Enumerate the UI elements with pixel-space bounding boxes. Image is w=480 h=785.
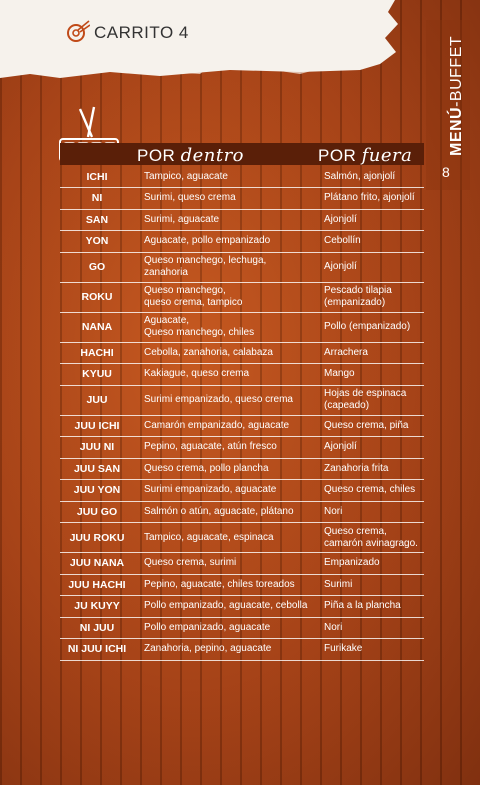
roll-inside: Surimi, aguacate bbox=[134, 209, 318, 231]
menu-row bbox=[60, 480, 424, 502]
roll-outside: Piña a la plancha bbox=[318, 596, 424, 618]
roll-name: ICHI bbox=[60, 166, 134, 188]
roll-name: NI JUU ICHI bbox=[60, 639, 134, 661]
page-title: CARRITO 4 bbox=[94, 23, 189, 42]
roll-name: JUU ICHI bbox=[60, 415, 134, 437]
page-number: 8 bbox=[442, 164, 450, 180]
roll-inside: Pollo empanizado, aguacate, cebolla bbox=[134, 596, 318, 618]
roll-inside: Pollo empanizado, aguacate bbox=[134, 617, 318, 639]
menu-row bbox=[60, 188, 424, 210]
roll-outside: Zanahoria frita bbox=[318, 458, 424, 480]
roll-outside: Queso crema, piña bbox=[318, 415, 424, 437]
menu-row bbox=[60, 252, 424, 282]
roll-name: JUU NANA bbox=[60, 553, 134, 575]
roll-name: YON bbox=[60, 231, 134, 253]
roll-outside: Ajonjolí bbox=[318, 252, 424, 282]
menu-row bbox=[60, 385, 424, 415]
roll-inside: Pepino, aguacate, chiles toreados bbox=[134, 574, 318, 596]
roll-inside: Tampico, aguacate bbox=[134, 166, 318, 188]
roll-outside: Pollo (empanizado) bbox=[318, 312, 424, 342]
menu-buffet-label bbox=[448, 36, 466, 156]
chopsticks-bowl-logo bbox=[66, 20, 90, 44]
menu-table bbox=[60, 166, 424, 661]
roll-name: JU KUYY bbox=[60, 596, 134, 618]
roll-outside: Queso crema, camarón avinagrago. bbox=[318, 523, 424, 553]
roll-outside: Salmón, ajonjolí bbox=[318, 166, 424, 188]
roll-inside: Queso manchego, lechuga, zanahoria bbox=[134, 252, 318, 282]
outside-prefix: POR bbox=[318, 146, 357, 165]
brush-banner bbox=[0, 0, 400, 80]
roll-name: GO bbox=[60, 252, 134, 282]
menu-row bbox=[60, 501, 424, 523]
inside-script: dentro bbox=[180, 145, 245, 166]
menu-row bbox=[60, 639, 424, 661]
roll-inside: Salmón o atún, aguacate, plátano bbox=[134, 501, 318, 523]
roll-name: JUU bbox=[60, 385, 134, 415]
roll-name: ROKU bbox=[60, 282, 134, 312]
roll-name: JUU ROKU bbox=[60, 523, 134, 553]
roll-inside: Kakiague, queso crema bbox=[134, 364, 318, 386]
roll-outside: Surimi bbox=[318, 574, 424, 596]
roll-outside: Pescado tilapia (empanizado) bbox=[318, 282, 424, 312]
menu-row bbox=[60, 553, 424, 575]
menu-row bbox=[60, 617, 424, 639]
roll-outside: Ajonjolí bbox=[318, 437, 424, 459]
roll-inside: Zanahoria, pepino, aguacate bbox=[134, 639, 318, 661]
menu-row bbox=[60, 312, 424, 342]
roll-outside: Ajonjolí bbox=[318, 209, 424, 231]
roll-inside: Tampico, aguacate, espinaca bbox=[134, 523, 318, 553]
menu-row bbox=[60, 231, 424, 253]
menu-row bbox=[60, 574, 424, 596]
roll-outside: Arrachera bbox=[318, 342, 424, 364]
menu-row bbox=[60, 166, 424, 188]
outside-script: fuera bbox=[361, 145, 413, 166]
roll-inside: Surimi empanizado, aguacate bbox=[134, 480, 318, 502]
menu-row bbox=[60, 458, 424, 480]
menu-label: MENÚ bbox=[448, 106, 465, 156]
roll-name: KYUU bbox=[60, 364, 134, 386]
menu-row bbox=[60, 523, 424, 553]
menu-row bbox=[60, 209, 424, 231]
buffet-label: -BUFFET bbox=[448, 35, 465, 107]
roll-inside: Surimi empanizado, queso crema bbox=[134, 385, 318, 415]
roll-name: NI bbox=[60, 188, 134, 210]
roll-inside: Queso crema, pollo plancha bbox=[134, 458, 318, 480]
roll-inside: Queso crema, surimi bbox=[134, 553, 318, 575]
roll-name: SAN bbox=[60, 209, 134, 231]
roll-name: NANA bbox=[60, 312, 134, 342]
roll-outside: Nori bbox=[318, 501, 424, 523]
roll-inside: Aguacate, Queso manchego, chiles bbox=[134, 312, 318, 342]
roll-outside: Cebollín bbox=[318, 231, 424, 253]
roll-inside: Pepino, aguacate, atún fresco bbox=[134, 437, 318, 459]
menu-row bbox=[60, 282, 424, 312]
roll-outside: Queso crema, chiles bbox=[318, 480, 424, 502]
roll-outside: Plátano frito, ajonjolí bbox=[318, 188, 424, 210]
roll-name: JUU NI bbox=[60, 437, 134, 459]
menu-row bbox=[60, 437, 424, 459]
roll-outside: Furikake bbox=[318, 639, 424, 661]
menu-row bbox=[60, 596, 424, 618]
roll-name: JUU YON bbox=[60, 480, 134, 502]
column-header-outside bbox=[318, 145, 412, 166]
roll-name: JUU GO bbox=[60, 501, 134, 523]
roll-name: JUU HACHI bbox=[60, 574, 134, 596]
column-header-inside bbox=[137, 145, 244, 166]
menu-row bbox=[60, 364, 424, 386]
roll-name: NI JUU bbox=[60, 617, 134, 639]
menu-row bbox=[60, 342, 424, 364]
menu-row bbox=[60, 415, 424, 437]
roll-outside: Mango bbox=[318, 364, 424, 386]
roll-inside: Queso manchego, queso crema, tampico bbox=[134, 282, 318, 312]
roll-inside: Aguacate, pollo empanizado bbox=[134, 231, 318, 253]
roll-outside: Nori bbox=[318, 617, 424, 639]
roll-name: HACHI bbox=[60, 342, 134, 364]
roll-outside: Hojas de espinaca (capeado) bbox=[318, 385, 424, 415]
roll-name: JUU SAN bbox=[60, 458, 134, 480]
roll-inside: Cebolla, zanahoria, calabaza bbox=[134, 342, 318, 364]
roll-inside: Camarón empanizado, aguacate bbox=[134, 415, 318, 437]
inside-prefix: POR bbox=[137, 146, 176, 165]
roll-inside: Surimi, queso crema bbox=[134, 188, 318, 210]
roll-outside: Empanizado bbox=[318, 553, 424, 575]
